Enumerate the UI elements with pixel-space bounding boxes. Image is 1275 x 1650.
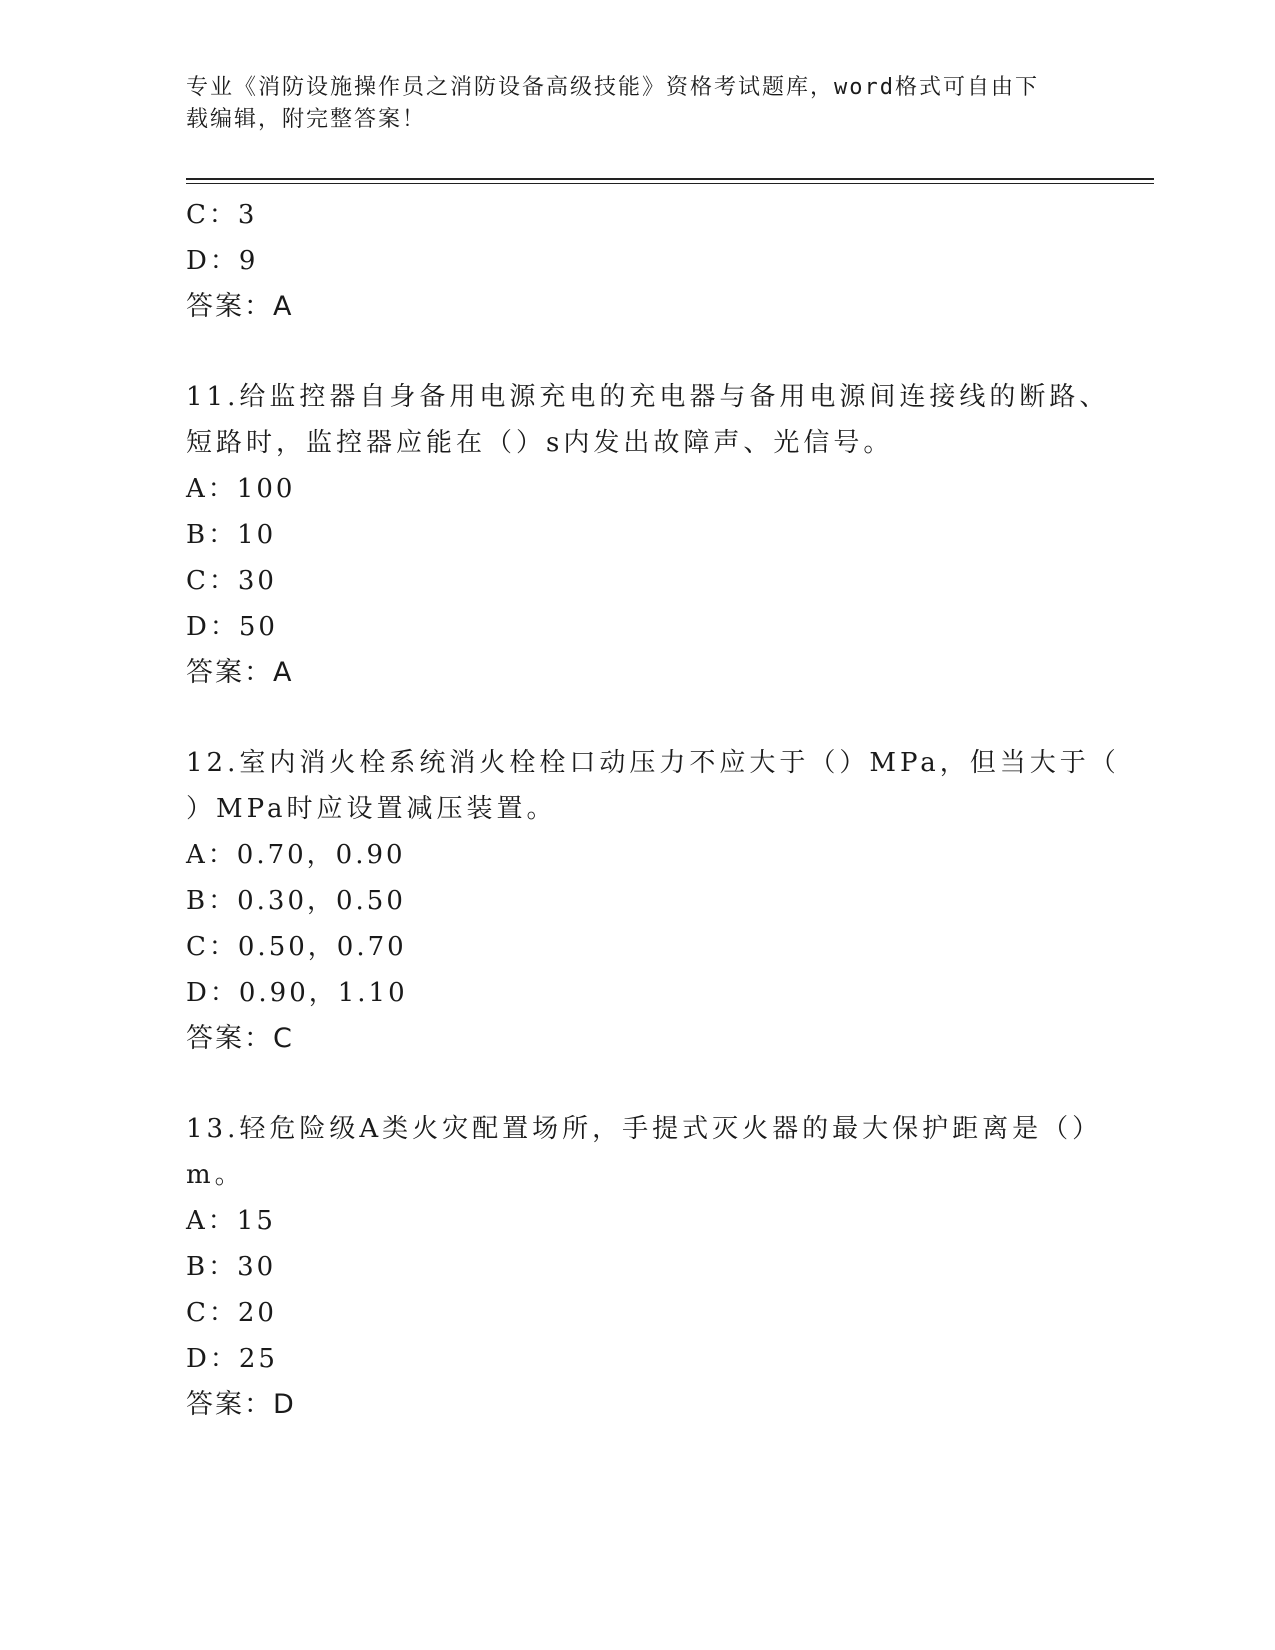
answer: 答案：A [186, 291, 294, 322]
header-line-2: 载编辑，附完整答案！ [186, 107, 427, 132]
document-header [186, 72, 1066, 136]
option-c: C：3 [186, 200, 258, 230]
question-12 [186, 740, 1120, 1062]
header-divider-thick [186, 178, 1154, 180]
header-divider-thin [186, 183, 1154, 184]
question-text-line: 11.给监控器自身备用电源充电的充电器与备用电源间连接线的断路、 [186, 382, 1110, 412]
answer: 答案：C [186, 1023, 294, 1054]
answer: 答案：D [186, 1389, 296, 1420]
question-13 [186, 1106, 1103, 1428]
option-d: D：25 [186, 1344, 278, 1374]
option-c: C：30 [186, 566, 277, 596]
question-list [186, 192, 1120, 1428]
question-text-line: m。 [186, 1160, 245, 1190]
option-c: C：0.50，0.70 [186, 932, 407, 962]
question-text-line: 短路时，监控器应能在（）s内发出故障声、光信号。 [186, 428, 894, 458]
question-text [186, 374, 1110, 466]
partial-question [186, 192, 1066, 330]
header-line-1: 专业《消防设施操作员之消防设备高级技能》资格考试题库，word格式可自由下 [186, 75, 1039, 100]
option-b: B：0.30，0.50 [186, 886, 406, 916]
option-b: B：10 [186, 520, 277, 550]
option-d: D：0.90，1.10 [186, 978, 408, 1008]
option-a: A：15 [186, 1206, 276, 1236]
option-c: C：20 [186, 1298, 277, 1328]
question-text [186, 740, 1120, 832]
question-text [186, 1106, 1103, 1198]
option-a: A：0.70，0.90 [186, 840, 406, 870]
question-text-line: 12.室内消火栓系统消火栓栓口动压力不应大于（）MPa，但当大于（ [186, 748, 1120, 778]
option-d: D：9 [186, 246, 259, 276]
option-a: A：100 [186, 474, 296, 504]
answer: 答案：A [186, 657, 294, 688]
question-text-line: 13.轻危险级A类火灾配置场所，手提式灭火器的最大保护距离是（） [186, 1114, 1103, 1144]
option-d: D：50 [186, 612, 278, 642]
question-11 [186, 374, 1110, 696]
question-text-line: ）MPa时应设置减压装置。 [186, 794, 557, 824]
option-b: B：30 [186, 1252, 277, 1282]
